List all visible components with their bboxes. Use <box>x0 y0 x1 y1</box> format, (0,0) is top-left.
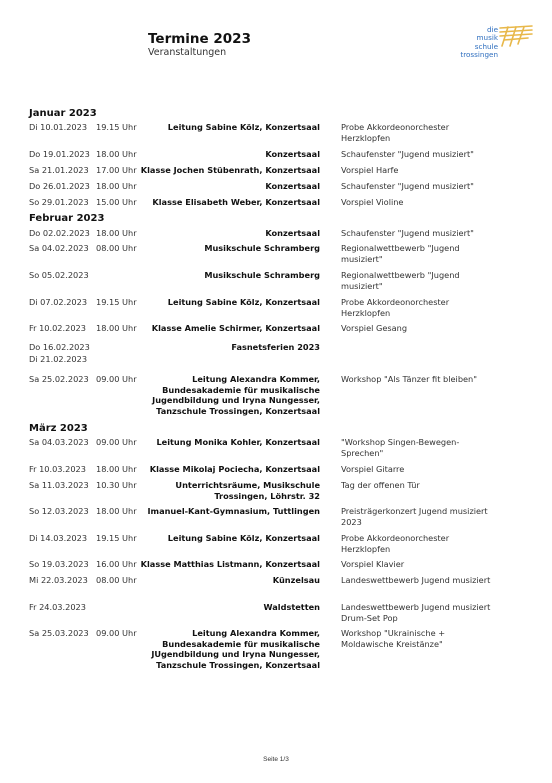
event-date: Di 14.03.2023 <box>29 533 88 543</box>
event-date: Mi 22.03.2023 <box>29 575 88 585</box>
event-time: 09.00 Uhr <box>96 437 137 447</box>
event-place: Leitung Alexandra Kommer, Bundesakademie für musikalische JUgendbildung und Iryna Nungesser, Tanzschule Trossingen, Konzertsaal <box>151 628 320 670</box>
month-heading: März 2023 <box>29 423 88 434</box>
event-place: Künzelsau <box>272 575 320 585</box>
event-place: Leitung Sabine Kölz, Konzertsaal <box>167 122 320 132</box>
event-time: 19.15 Uhr <box>96 122 137 132</box>
event-desc: Vorspiel Gesang <box>341 323 408 333</box>
event-time: 18.00 Uhr <box>96 149 137 159</box>
event-time: 18.00 Uhr <box>96 228 137 238</box>
event-desc: Probe Akkordeonorchester Herzklopfen <box>341 297 450 318</box>
event-time: 18.00 Uhr <box>96 181 137 191</box>
logo-line: die <box>487 25 498 34</box>
event-desc: Landeswettbewerb Jugend musiziert <box>341 575 491 585</box>
event-place: Waldstetten <box>263 602 320 612</box>
event-time: 16.00 Uhr <box>96 559 137 569</box>
event-desc: Regionalwettbewerb "Jugend musiziert" <box>341 270 460 291</box>
event-date: Di 10.01.2023 <box>29 122 88 132</box>
event-time: 17.00 Uhr <box>96 165 137 175</box>
event-desc: Preisträgerkonzert Jugend musiziert 2023 <box>341 506 488 527</box>
event-desc: Workshop "Als Tänzer fit bleiben" <box>341 374 478 384</box>
logo-line: schule <box>474 41 498 51</box>
event-time: 09.00 Uhr <box>96 374 137 384</box>
event-place: Fasnetsferien 2023 <box>231 342 320 352</box>
event-time: 08.00 Uhr <box>96 243 137 253</box>
event-desc: Schaufenster "Jugend musiziert" <box>341 228 474 238</box>
event-time: 15.00 Uhr <box>96 197 137 207</box>
month-heading: Januar 2023 <box>29 108 97 119</box>
event-date: Do 19.01.2023 <box>29 149 90 159</box>
event-desc: Landeswettbewerb Jugend musiziert Drum-Set Pop <box>341 602 491 623</box>
event-desc: Vorspiel Violine <box>341 197 404 207</box>
event-date: So 19.03.2023 <box>29 559 89 569</box>
event-time: 10.30 Uhr <box>96 480 137 490</box>
event-place: Musikschule Schramberg <box>204 270 320 280</box>
event-time: 18.00 Uhr <box>96 506 137 516</box>
event-date: So 05.02.2023 <box>29 270 89 280</box>
event-date: Di 21.02.2023 <box>29 354 88 364</box>
event-date: Sa 11.03.2023 <box>29 480 89 490</box>
event-desc: Vorspiel Gitarre <box>341 464 405 474</box>
event-place: Klasse Amelie Schirmer, Konzertsaal <box>151 323 320 333</box>
event-place: Konzertsaal <box>265 181 320 191</box>
month-heading: Februar 2023 <box>29 213 105 224</box>
event-date: Fr 24.03.2023 <box>29 602 86 612</box>
event-date: Sa 04.02.2023 <box>29 243 89 253</box>
event-time: 18.00 Uhr <box>96 464 137 474</box>
event-time: 18.00 Uhr <box>96 323 137 333</box>
page-subtitle: Veranstaltungen <box>148 47 227 58</box>
event-time: 08.00 Uhr <box>96 575 137 585</box>
event-date: Fr 10.03.2023 <box>29 464 86 474</box>
logo-text <box>458 26 498 60</box>
event-time: 19.15 Uhr <box>96 533 137 543</box>
event-place: Musikschule Schramberg <box>204 243 320 253</box>
event-desc: Regionalwettbewerb "Jugend musiziert" <box>341 243 460 264</box>
event-place: Klasse Jochen Stübenrath, Konzertsaal <box>140 165 320 175</box>
event-desc: Tag der offenen Tür <box>341 480 420 490</box>
event-desc: Schaufenster "Jugend musiziert" <box>341 149 474 159</box>
logo-line: trossingen <box>460 50 498 60</box>
event-desc: Schaufenster "Jugend musiziert" <box>341 181 474 191</box>
event-date: Sa 25.02.2023 <box>29 374 89 384</box>
page-number: Seite 1/3 <box>263 756 289 763</box>
event-place: Klasse Mikolaj Pociecha, Konzertsaal <box>149 464 320 474</box>
event-desc: Vorspiel Klavier <box>341 559 405 569</box>
event-time: 09.00 Uhr <box>96 628 137 638</box>
event-date: Sa 21.01.2023 <box>29 165 89 175</box>
page-title: Termine 2023 <box>148 31 251 47</box>
event-place: Imanuel-Kant-Gymnasium, Tuttlingen <box>147 506 320 516</box>
event-date: Do 02.02.2023 <box>29 228 90 238</box>
event-date: Sa 25.03.2023 <box>29 628 89 638</box>
event-date: Sa 04.03.2023 <box>29 437 89 447</box>
event-time: 19.15 Uhr <box>96 297 137 307</box>
event-date: Fr 10.02.2023 <box>29 323 86 333</box>
event-place: Leitung Alexandra Kommer, Bundesakademie für musikalische Jugendbildung und Iryna Nungesser, Tanzschule Trossingen, Konzertsaal <box>152 374 320 416</box>
event-place: Leitung Monika Kohler, Konzertsaal <box>156 437 320 447</box>
logo-line: musik <box>476 33 498 43</box>
event-date: Do 16.02.2023 <box>29 342 90 352</box>
event-desc: Probe Akkordeonorchester Herzklopfen <box>341 533 450 554</box>
event-desc: Vorspiel Harfe <box>341 165 399 175</box>
event-date: Di 07.02.2023 <box>29 297 88 307</box>
event-place: Konzertsaal <box>265 149 320 159</box>
event-place: Klasse Matthias Listmann, Konzertsaal <box>140 559 320 569</box>
event-date: So 12.03.2023 <box>29 506 89 516</box>
event-desc: "Workshop Singen-Bewegen-Sprechen" <box>341 437 460 458</box>
event-date: So 29.01.2023 <box>29 197 89 207</box>
event-place: Unterrichtsräume, Musikschule Trossingen, Löhrstr. 32 <box>175 480 320 501</box>
event-place: Leitung Sabine Kölz, Konzertsaal <box>167 297 320 307</box>
event-place: Leitung Sabine Kölz, Konzertsaal <box>167 533 320 543</box>
musikschule-logo <box>458 24 538 74</box>
logo-mark-icon <box>498 24 536 50</box>
event-date: Do 26.01.2023 <box>29 181 90 191</box>
event-desc: Probe Akkordeonorchester Herzklopfen <box>341 122 450 143</box>
event-place: Klasse Elisabeth Weber, Konzertsaal <box>152 197 320 207</box>
event-desc: Workshop "Ukrainische + Moldawische Kreistänze" <box>341 628 446 649</box>
event-place: Konzertsaal <box>265 228 320 238</box>
